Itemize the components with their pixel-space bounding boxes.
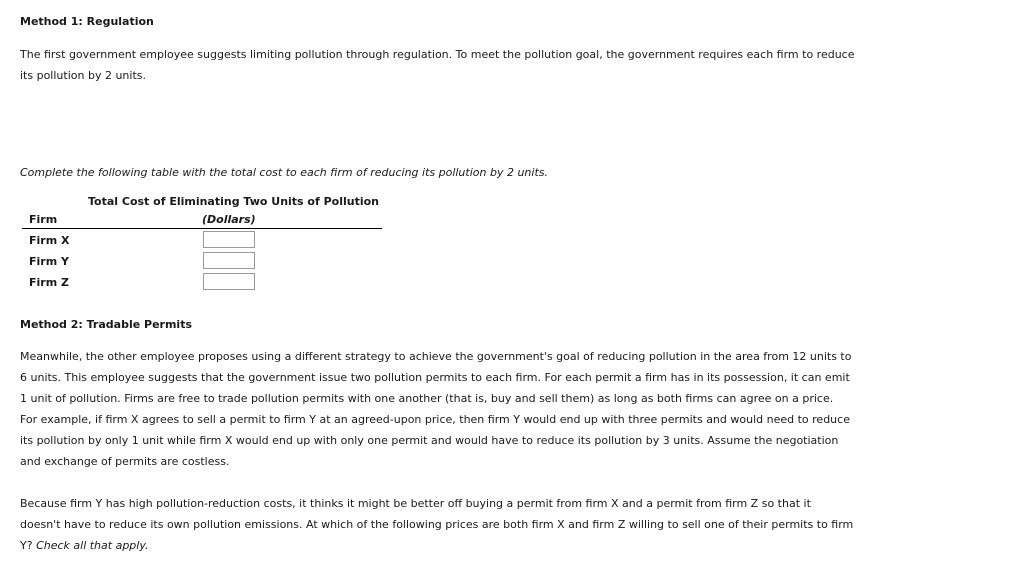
method-1-heading: Method 1: Regulation	[20, 15, 154, 28]
question-line	[20, 535, 853, 556]
method-1-paragraph-line: its pollution by 2 units.	[20, 69, 146, 82]
firm-x-cost-input[interactable]	[203, 231, 255, 248]
method-2-paragraph-line: 1 unit of pollution. Firms are free to trade pollution permits with one another (that is, buy and sell them) as long as both firms can agree on a price.	[20, 392, 834, 405]
row-label-firm-x: Firm X	[29, 234, 70, 247]
table-instruction: Complete the following table with the total cost to each firm of reducing its pollution by 2 units.	[20, 166, 548, 179]
method-1-paragraph-line: The first government employee suggests limiting pollution through regulation. To meet the pollution goal, the government requires each firm to reduce	[20, 48, 855, 61]
question-line: Because firm Y has high pollution-reduction costs, it thinks it might be better off buying a permit from firm X and a permit from firm Z so that it	[20, 497, 811, 510]
check-all-instruction: Check all that apply.	[36, 539, 149, 552]
table-header-rule	[22, 228, 382, 229]
method-2-paragraph-line: 6 units. This employee suggests that the government issue two pollution permits to each firm. For each permit a firm has in its possession, it can emit	[20, 371, 850, 384]
method-1-paragraph	[20, 44, 855, 86]
question-line-text: Y?	[20, 539, 37, 552]
method-2-paragraph-line: For example, if firm X agrees to sell a permit to firm Y at an agreed-upon price, then firm Y would end up with three permits and would need to reduce	[20, 413, 850, 426]
method-2-paragraph-line: and exchange of permits are costless.	[20, 455, 230, 468]
row-label-firm-z: Firm Z	[29, 276, 69, 289]
method-2-paragraph	[20, 346, 851, 472]
table-title: Total Cost of Eliminating Two Units of Pollution	[88, 195, 380, 208]
firm-z-cost-input[interactable]	[203, 273, 255, 290]
column-header-firm: Firm	[29, 213, 58, 226]
row-label-firm-y: Firm Y	[29, 255, 69, 268]
question-paragraph	[20, 493, 853, 556]
column-header-dollars: (Dollars)	[202, 213, 256, 226]
method-2-paragraph-line: Meanwhile, the other employee proposes using a different strategy to achieve the government's goal of reducing pollution in the area from 12 units to	[20, 350, 852, 363]
method-2-paragraph-line: its pollution by only 1 unit while firm X would end up with only one permit and would have to reduce its pollution by 3 units. Assume the negotiation	[20, 434, 839, 447]
question-line: doesn't have to reduce its own pollution emissions. At which of the following prices are both firm X and firm Z willing to sell one of their permits to firm	[20, 518, 854, 531]
method-2-heading: Method 2: Tradable Permits	[20, 318, 192, 331]
firm-y-cost-input[interactable]	[203, 252, 255, 269]
